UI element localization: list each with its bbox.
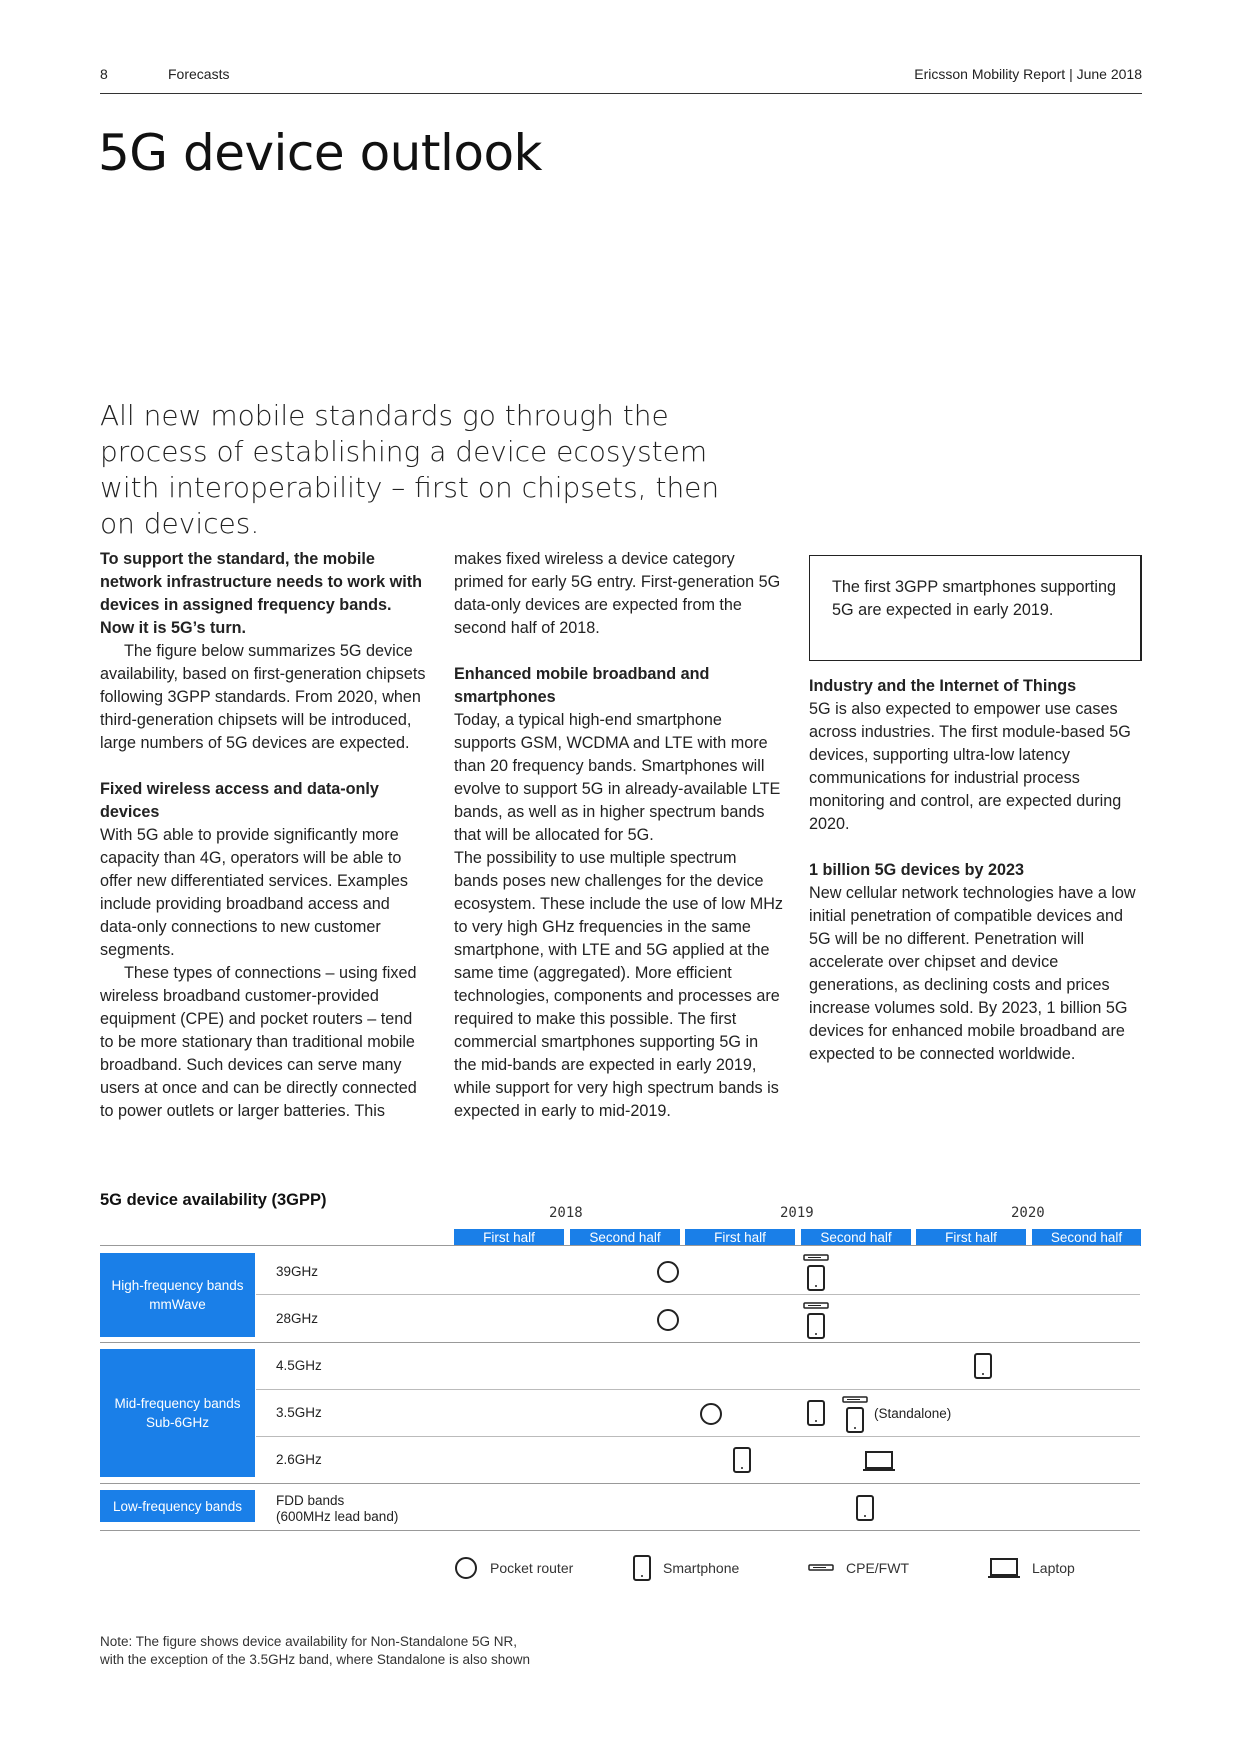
- page-number: 8: [100, 66, 108, 82]
- legend-cpe: [808, 1553, 909, 1583]
- half-header: First half: [454, 1229, 564, 1246]
- row-divider: [256, 1436, 1140, 1437]
- paragraph: The possibility to use multiple spectrum bands poses new challenges for the device ecosystem. These include the use of low MHz to very high GHz frequencies in the same smartphone, with LTE and 5G applied at the same time (aggregated). More efficient technologies, components and processes are required to make this possible. The first commercial smartphones supporting 5G in the mid-bands are expected in early 2019, while support for very high spectrum bands is expected in early to mid-2019.: [454, 849, 783, 1120]
- cpe-icon: [803, 1301, 829, 1311]
- legend-smartphone: [633, 1553, 739, 1583]
- legend-label: Smartphone: [663, 1560, 740, 1576]
- intro-text: All new mobile standards go through the process of establishing a device ecosystem with interoperability – first on chipsets, then on devices.: [100, 399, 720, 540]
- laptop-icon: [988, 1557, 1020, 1579]
- row-divider: [256, 1294, 1140, 1295]
- band-fdd: [276, 1493, 398, 1525]
- cpe-icon: [842, 1395, 868, 1405]
- smartphone-icon: [633, 1555, 651, 1581]
- band-2-6ghz: 2.6GHz: [276, 1452, 322, 1467]
- pocket-router-icon: [699, 1402, 723, 1426]
- year-label: 2019: [780, 1205, 814, 1221]
- legend-pocket-router: [454, 1553, 573, 1583]
- smartphone-icon: [733, 1447, 751, 1473]
- chart-footnote: [100, 1633, 530, 1669]
- group-divider: [100, 1342, 1140, 1343]
- table-bottom-rule: [100, 1530, 1140, 1531]
- paragraph: Today, a typical high-end smartphone supports GSM, WCDMA and LTE with more than 20 frequency bands. Smartphones will evolve to support 5G in already-available LTE bands, as well as in higher spectrum bands that will be allocated for 5G.: [454, 711, 781, 844]
- subheading-iot: Industry and the Internet of Things: [809, 677, 1077, 695]
- paragraph: makes fixed wireless a device category primed for early 5G entry. First-generation 5G data-only devices are expected from the second half of 2018.: [454, 550, 781, 637]
- legend-label: Laptop: [1032, 1560, 1075, 1576]
- half-header: Second half: [570, 1229, 680, 1246]
- cpe-icon: [808, 1563, 834, 1573]
- pocket-router-icon: [454, 1556, 478, 1580]
- footnote-line: with the exception of the 3.5GHz band, where Standalone is also shown: [100, 1652, 531, 1667]
- year-label: 2018: [549, 1205, 583, 1221]
- subheading-billion: 1 billion 5G devices by 2023: [809, 861, 1025, 879]
- laptop-icon: [863, 1450, 895, 1472]
- smartphone-icon: [807, 1313, 825, 1339]
- half-header: Second half: [1032, 1229, 1141, 1246]
- paragraph: 5G is also expected to empower use cases across industries. The first module-based 5G devices, supporting ultra-low latency communications for industrial process monitoring and control, are expected during 2020.: [809, 700, 1131, 833]
- paragraph: These types of connections – using fixed wireless broadband customer-provided equipment (CPE) and pocket routers – tend to be more stationary than traditional mobile broadband. Such devices can serve many users at once and can be directly connected to power outlets or larger batteries. This: [100, 964, 417, 1120]
- smartphone-icon: [856, 1495, 874, 1521]
- lead-paragraph: To support the standard, the mobile network infrastructure needs to work with devices in assigned frequency bands. Now it is 5G’s turn.: [100, 550, 423, 637]
- band-fdd-line1: FDD bands: [276, 1493, 345, 1508]
- chart-title: 5G device availability (3GPP): [100, 1191, 327, 1209]
- group-high-frequency: High-frequency bands mmWave: [100, 1253, 255, 1337]
- subheading-embb: Enhanced mobile broadband and smartphones: [454, 665, 710, 706]
- pocket-router-icon: [656, 1260, 680, 1284]
- section-name: Forecasts: [168, 66, 230, 82]
- text-column-1: [100, 548, 430, 1123]
- year-label: 2020: [1011, 1205, 1045, 1221]
- legend-laptop: [988, 1553, 1075, 1583]
- half-header: First half: [916, 1229, 1026, 1246]
- smartphone-icon: [807, 1265, 825, 1291]
- subheading-fixed-wireless: Fixed wireless access and data-only devices: [100, 780, 379, 821]
- pocket-router-icon: [656, 1308, 680, 1332]
- callout-box: The first 3GPP smartphones supporting 5G are expected in early 2019.: [809, 555, 1142, 661]
- report-name: Ericsson Mobility Report | June 2018: [914, 66, 1142, 82]
- band-fdd-line2: (600MHz lead band): [276, 1509, 399, 1524]
- group-low-frequency: Low-frequency bands: [100, 1490, 255, 1522]
- smartphone-icon: [846, 1407, 864, 1433]
- text-column-3: [809, 675, 1141, 1066]
- row-divider: [256, 1389, 1140, 1390]
- smartphone-icon: [807, 1400, 825, 1426]
- group-mid-frequency: Mid-frequency bands Sub-6GHz: [100, 1349, 255, 1477]
- standalone-label: (Standalone): [874, 1406, 952, 1421]
- band-28ghz: 28GHz: [276, 1311, 319, 1326]
- paragraph: New cellular network technologies have a low initial penetration of compatible devices and 5G will be no different. Penetration will accelerate over chipset and device generations, as declining costs and prices increase volumes sold. By 2023, 1 billion 5G devices for enhanced mobile broadband are expected to be connected worldwide.: [809, 884, 1136, 1063]
- legend-label: Pocket router: [490, 1560, 574, 1576]
- group-divider: [100, 1483, 1140, 1484]
- paragraph: The figure below summarizes 5G device availability, based on first-generation chipsets following 3GPP standards. From 2020, when third-generation chipsets will be introduced, large numbers of 5G devices are expected.: [100, 642, 426, 752]
- table-top-rule: [100, 1245, 1140, 1246]
- page-header: [100, 66, 1142, 94]
- paragraph: With 5G able to provide significantly more capacity than 4G, operators will be able to offer new differentiated services. Examples include providing broadband access and data-only connections to new customer segments.: [100, 826, 409, 959]
- band-4-5ghz: 4.5GHz: [276, 1358, 322, 1373]
- text-column-2: [454, 548, 784, 1123]
- cpe-icon: [803, 1253, 829, 1263]
- legend-label: CPE/FWT: [846, 1560, 909, 1576]
- page-title: 5G device outlook: [98, 124, 542, 182]
- footnote-line: Note: The figure shows device availability for Non-Standalone 5G NR,: [100, 1634, 517, 1649]
- band-3-5ghz: 3.5GHz: [276, 1405, 322, 1420]
- band-39ghz: 39GHz: [276, 1264, 319, 1279]
- half-header: First half: [685, 1229, 795, 1246]
- half-header: Second half: [801, 1229, 911, 1246]
- smartphone-icon: [974, 1353, 992, 1379]
